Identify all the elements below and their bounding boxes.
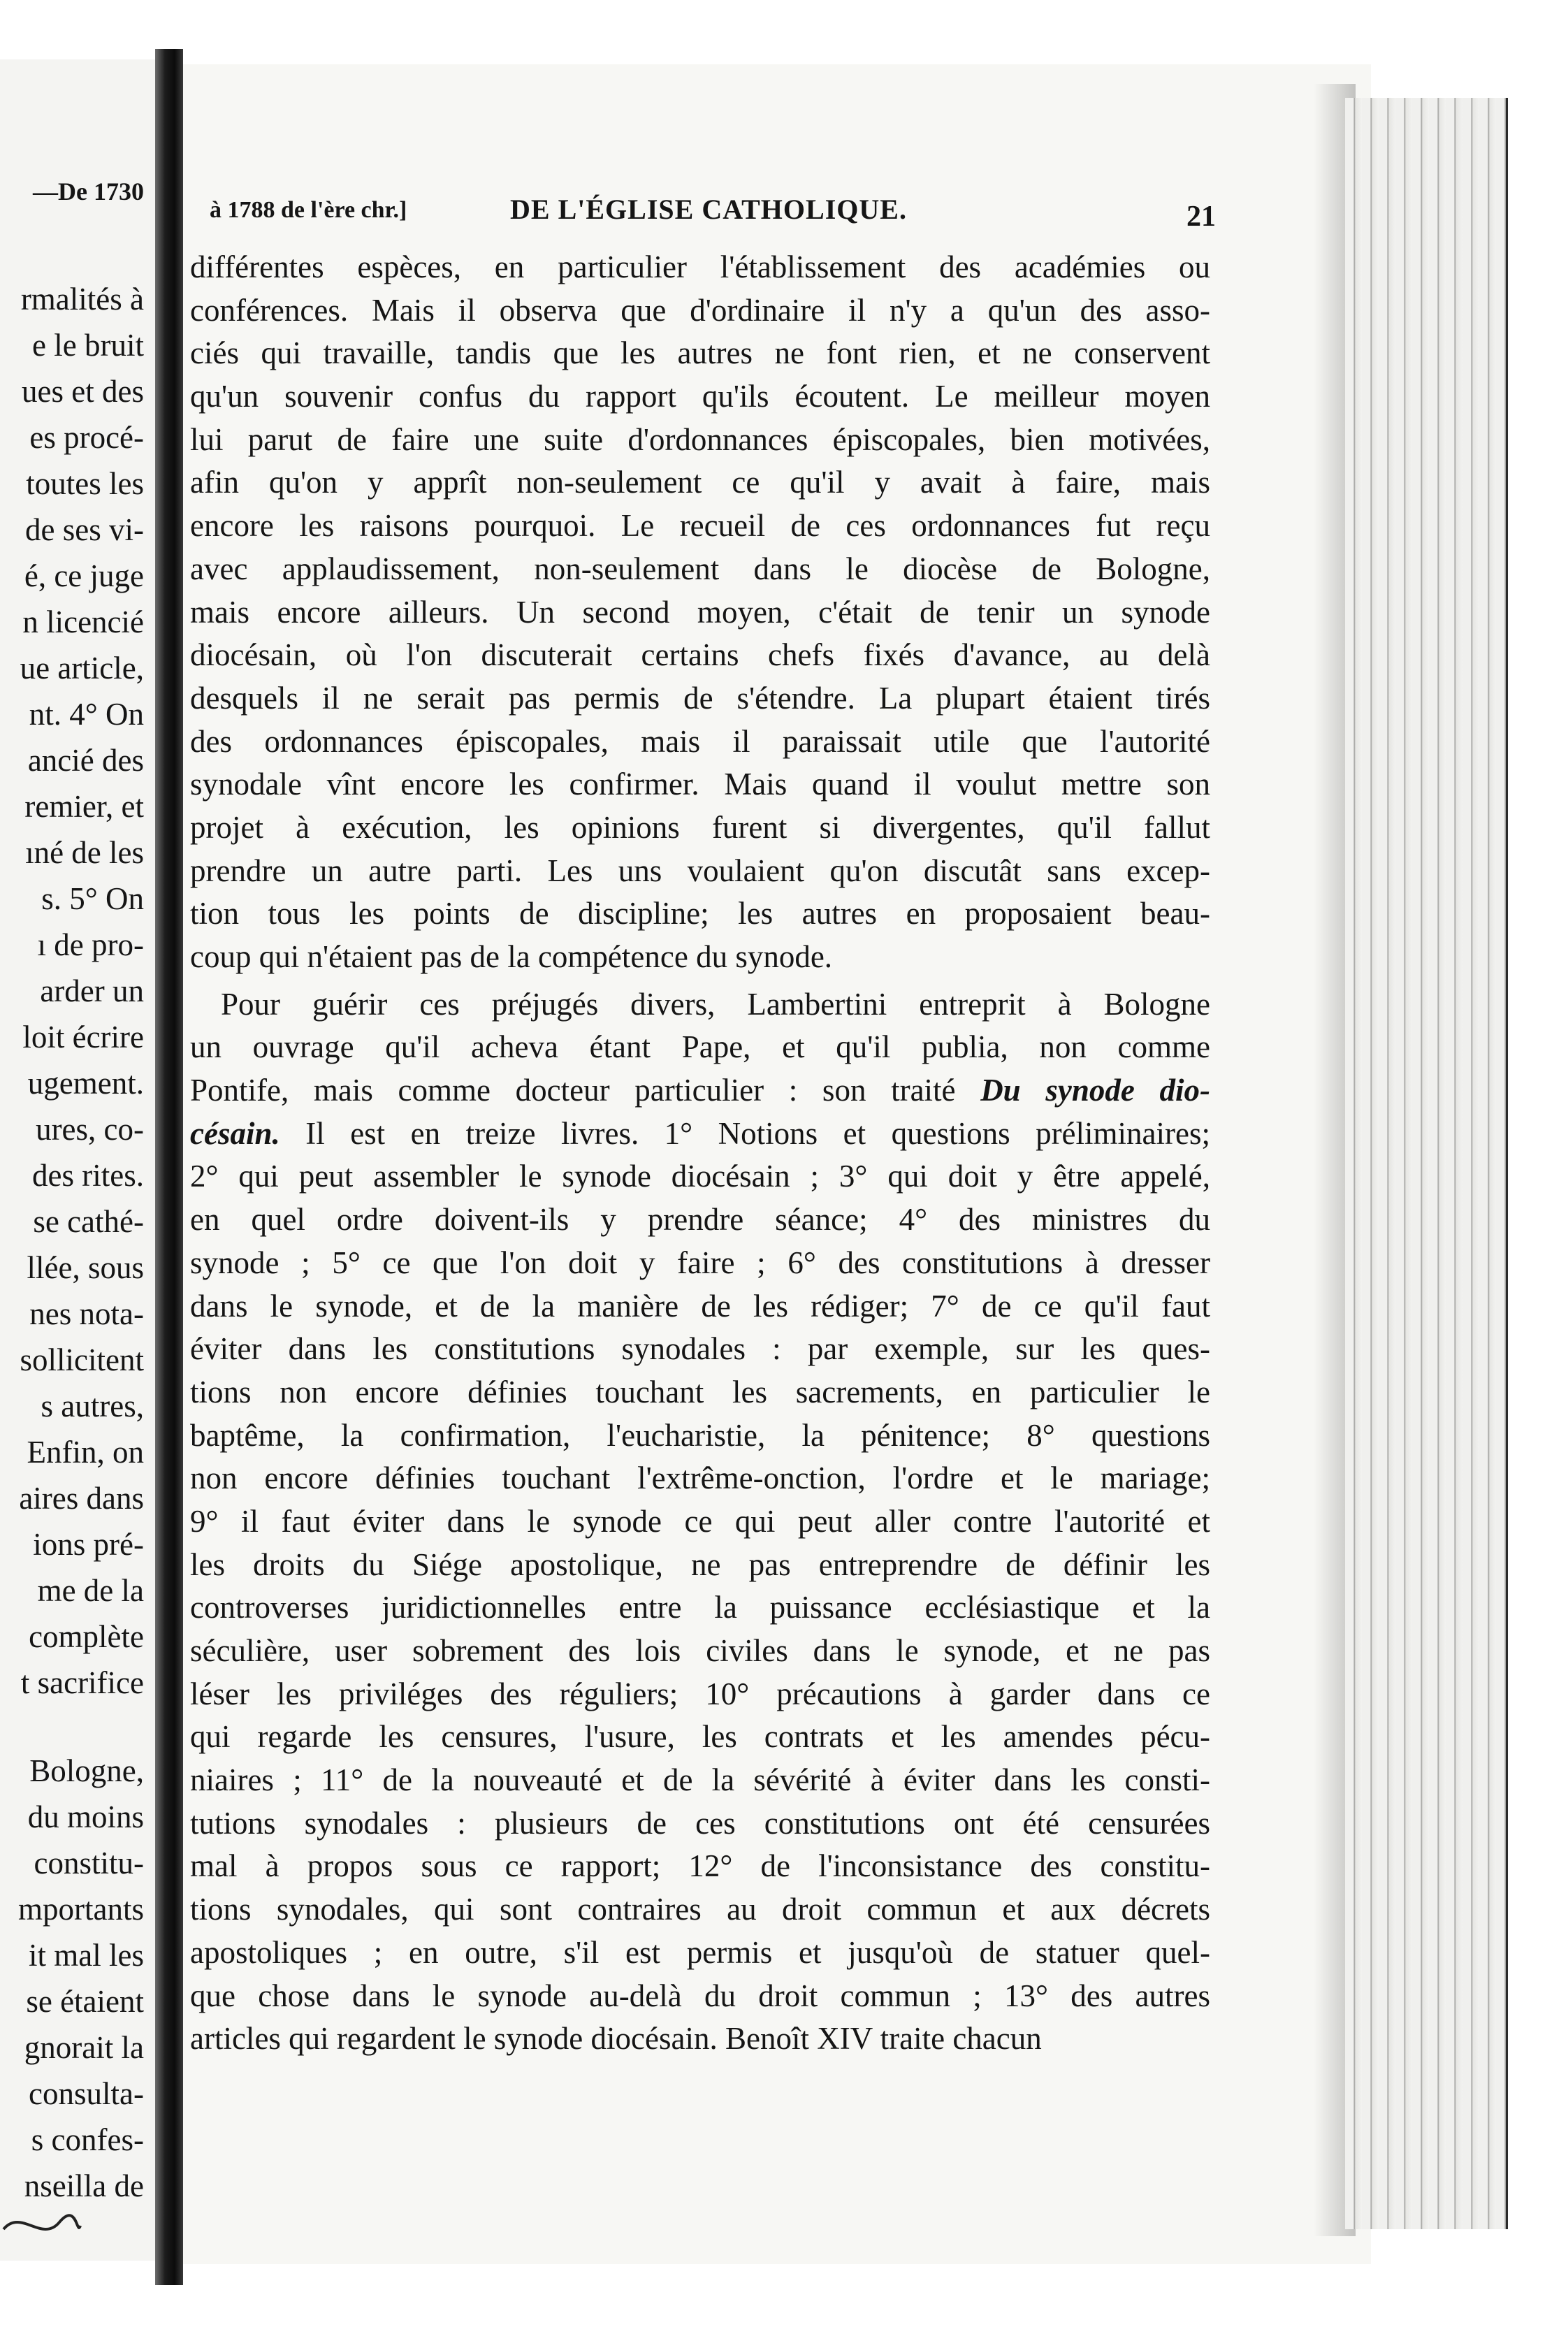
left-page-line: rmalités à bbox=[20, 282, 144, 317]
left-page-line: constitu- bbox=[34, 1846, 144, 1880]
left-page-line: des rites. bbox=[32, 1158, 144, 1193]
paragraph-1 bbox=[190, 246, 1210, 979]
text-line: un ouvrage qu'il acheva étant Pape, et qu'il publia, non comme bbox=[190, 1029, 1210, 1065]
book-page-edges bbox=[1345, 98, 1508, 2229]
left-page-line: Bologne, bbox=[29, 1753, 144, 1788]
text-line: en quel ordre doivent-ils y prendre séance; 4° des ministres du bbox=[190, 1202, 1210, 1238]
italic-book-title: Du synode dio- bbox=[980, 1073, 1210, 1108]
text-line: dans le synode, et de la manière de les rédiger; 7° de ce qu'il faut bbox=[190, 1288, 1210, 1324]
text-line: léser les priviléges des réguliers; 10° précautions à garder dans ce bbox=[190, 1676, 1210, 1711]
left-page-line: s. 5° On bbox=[41, 881, 144, 916]
text-line: tion tous les points de discipline; les autres en proposaient beau- bbox=[190, 896, 1210, 932]
left-page-line: ue article, bbox=[20, 651, 144, 686]
text-line: avec applaudissement, non-seulement dans le diocèse de Bologne, bbox=[190, 551, 1210, 586]
text-line bbox=[190, 1113, 1210, 1156]
left-page-line: mportants bbox=[18, 1892, 144, 1927]
text-line: tions non encore définies touchant les sacrements, en particulier le bbox=[190, 1374, 1210, 1409]
left-page-text-column bbox=[18, 276, 144, 2209]
left-page-line: t sacrifice bbox=[20, 1665, 144, 1700]
left-page-line: remier, et bbox=[24, 789, 144, 824]
left-page-line: aires dans bbox=[19, 1481, 144, 1516]
left-page-line: ancié des bbox=[27, 743, 144, 778]
running-head-title: DE L'ÉGLISE CATHOLIQUE. bbox=[510, 194, 907, 225]
left-page-line: se cathé- bbox=[33, 1204, 144, 1239]
left-page-line: consulta- bbox=[29, 2076, 144, 2111]
left-page-line: sollicitent bbox=[20, 1342, 144, 1377]
left-page-line: se étaient bbox=[26, 1984, 144, 2019]
left-page-line: gnorait la bbox=[24, 2030, 144, 2065]
text-line: desquels il ne serait pas permis de s'étendre. La plupart étaient tirés bbox=[190, 680, 1210, 716]
left-facing-page bbox=[0, 59, 155, 2261]
text-line: prendre un autre parti. Les uns voulaient qu'on discutât sans excep- bbox=[190, 853, 1210, 888]
left-page-line: de ses vi- bbox=[25, 512, 144, 547]
text-line: des ordonnances épiscopales, mais il paraissait utile que l'autorité bbox=[190, 723, 1210, 759]
text-line: séculière, user sobrement des lois civiles dans le synode, et ne pas bbox=[190, 1633, 1210, 1668]
text-line: qui regarde les censures, l'usure, les contrats et les amendes pécu- bbox=[190, 1719, 1210, 1755]
text-line: tutions synodales : plusieurs de ces constitutions ont été censurées bbox=[190, 1805, 1210, 1841]
left-page-line: ugement. bbox=[27, 1066, 144, 1101]
body-text bbox=[190, 246, 1210, 2061]
left-page-line: loit écrire bbox=[22, 1020, 144, 1055]
text-line: baptême, la confirmation, l'eucharistie, la pénitence; 8° questions bbox=[190, 1417, 1210, 1453]
left-page-running-head: —De 1730 bbox=[33, 177, 144, 205]
text-line: projet à exécution, les opinions furent si divergentes, qu'il fallut bbox=[190, 809, 1210, 845]
left-page-line: es procé- bbox=[29, 420, 144, 455]
left-page-line: ions pré- bbox=[33, 1527, 144, 1562]
left-page-line: arder un bbox=[40, 973, 144, 1008]
text-line: coup qui n'étaient pas de la compétence du synode. bbox=[190, 939, 833, 974]
paragraph-2-rest bbox=[190, 1155, 1210, 2060]
left-page-line: ures, co- bbox=[36, 1112, 144, 1147]
text-line: diocésain, où l'on discuterait certains chefs fixés d'avance, au delà bbox=[190, 637, 1210, 673]
left-page-line: complète bbox=[29, 1619, 144, 1654]
text-line: tions synodales, qui sont contraires au droit commun et aux décrets bbox=[190, 1892, 1210, 1927]
text-line: ciés qui travaille, tandis que les autres ne font rien, et ne conservent bbox=[190, 335, 1210, 371]
page-number: 21 bbox=[1186, 201, 1216, 233]
left-page-line: llée, sous bbox=[27, 1250, 144, 1285]
text-line: mais encore ailleurs. Un second moyen, c'était de tenir un synode bbox=[190, 594, 1210, 630]
left-page-line: ues et des bbox=[22, 374, 144, 409]
running-head-date-range: à 1788 de l'ère chr.] bbox=[210, 197, 407, 223]
paragraph-2 bbox=[190, 983, 1210, 2061]
text-line: éviter dans les constitutions synodales : par exemple, sur les ques- bbox=[190, 1331, 1210, 1367]
text-line: 9° il faut éviter dans le synode ce qui peut aller contre l'autorité et bbox=[190, 1503, 1210, 1539]
running-head bbox=[210, 190, 1216, 232]
left-page-line: nseilla de bbox=[24, 2168, 144, 2203]
text-line: synode ; 5° ce que l'on doit y faire ; 6° des constitutions à dresser bbox=[190, 1245, 1210, 1280]
left-page-line: ı de pro- bbox=[37, 927, 144, 962]
text-line: que chose dans le synode au-delà du droit commun ; 13° des autres bbox=[190, 1978, 1210, 2013]
text-line: non encore définies touchant l'extrême-onction, l'ordre et le mariage; bbox=[190, 1461, 1210, 1496]
left-page-line: me de la bbox=[37, 1573, 144, 1608]
left-page-line: n licencié bbox=[22, 604, 144, 639]
text-run: Pontife, mais comme docteur particulier : son traité bbox=[190, 1073, 981, 1108]
text-line: Pour guérir ces préjugés divers, Lambertini entreprit à Bologne bbox=[221, 986, 1210, 1022]
text-line: controverses juridictionnelles entre la puissance ecclésiastique et la bbox=[190, 1590, 1210, 1625]
text-line: synodale vînt encore les confirmer. Mais quand il voulut mettre son bbox=[190, 767, 1210, 802]
text-run: Il est en treize livres. 1° Notions et questions préliminaires; bbox=[280, 1115, 1210, 1151]
text-line: conférences. Mais il observa que d'ordinaire il n'y a qu'un des asso- bbox=[190, 292, 1210, 328]
text-line: les droits du Siége apostolique, ne pas entreprendre de définir les bbox=[190, 1546, 1210, 1582]
left-page-line: du moins bbox=[27, 1799, 144, 1834]
text-line: afin qu'on y apprît non-seulement ce qu'il y avait à faire, mais bbox=[190, 465, 1210, 500]
text-line bbox=[190, 1069, 1210, 1113]
text-line: encore les raisons pourquoi. Le recueil de ces ordonnances fut reçu bbox=[190, 508, 1210, 544]
text-line: différentes espèces, en particulier l'établissement des académies ou bbox=[190, 249, 1210, 284]
italic-book-title-cont: césain. bbox=[190, 1115, 280, 1151]
left-page-line: e le bruit bbox=[32, 328, 144, 363]
left-page-line: nt. 4° On bbox=[29, 697, 144, 732]
text-line: lui parut de faire une suite d'ordonnances épiscopales, bien motivées, bbox=[190, 421, 1210, 457]
text-line: apostoliques ; en outre, s'il est permis et jusqu'où de statuer quel- bbox=[190, 1934, 1210, 1970]
left-page-line: ıné de les bbox=[25, 835, 144, 870]
text-line: mal à propos sous ce rapport; 12° de l'inconsistance des constitu- bbox=[190, 1848, 1210, 1884]
left-page-line: Enfin, on bbox=[27, 1435, 144, 1470]
margin-scribble-mark bbox=[0, 2201, 84, 2250]
text-line: qu'un souvenir confus du rapport qu'ils écoutent. Le meilleur moyen bbox=[190, 379, 1210, 414]
text-line: niaires ; 11° de la nouveauté et de la sévérité à éviter dans les consti- bbox=[190, 1762, 1210, 1798]
left-page-line: nes nota- bbox=[29, 1296, 144, 1331]
text-line: 2° qui peut assembler le synode diocésain ; 3° qui doit y être appelé, bbox=[190, 1159, 1210, 1194]
left-page-line: s autres, bbox=[41, 1389, 144, 1423]
text-line: articles qui regardent le synode diocésain. Benoît XIV traite chacun bbox=[190, 2021, 1042, 2057]
left-page-line: it mal les bbox=[29, 1938, 144, 1973]
left-page-line: é, ce juge bbox=[24, 558, 144, 593]
left-page-line: s confes- bbox=[31, 2122, 144, 2157]
left-page-line: toutes les bbox=[26, 466, 144, 501]
book-gutter bbox=[155, 49, 183, 2285]
